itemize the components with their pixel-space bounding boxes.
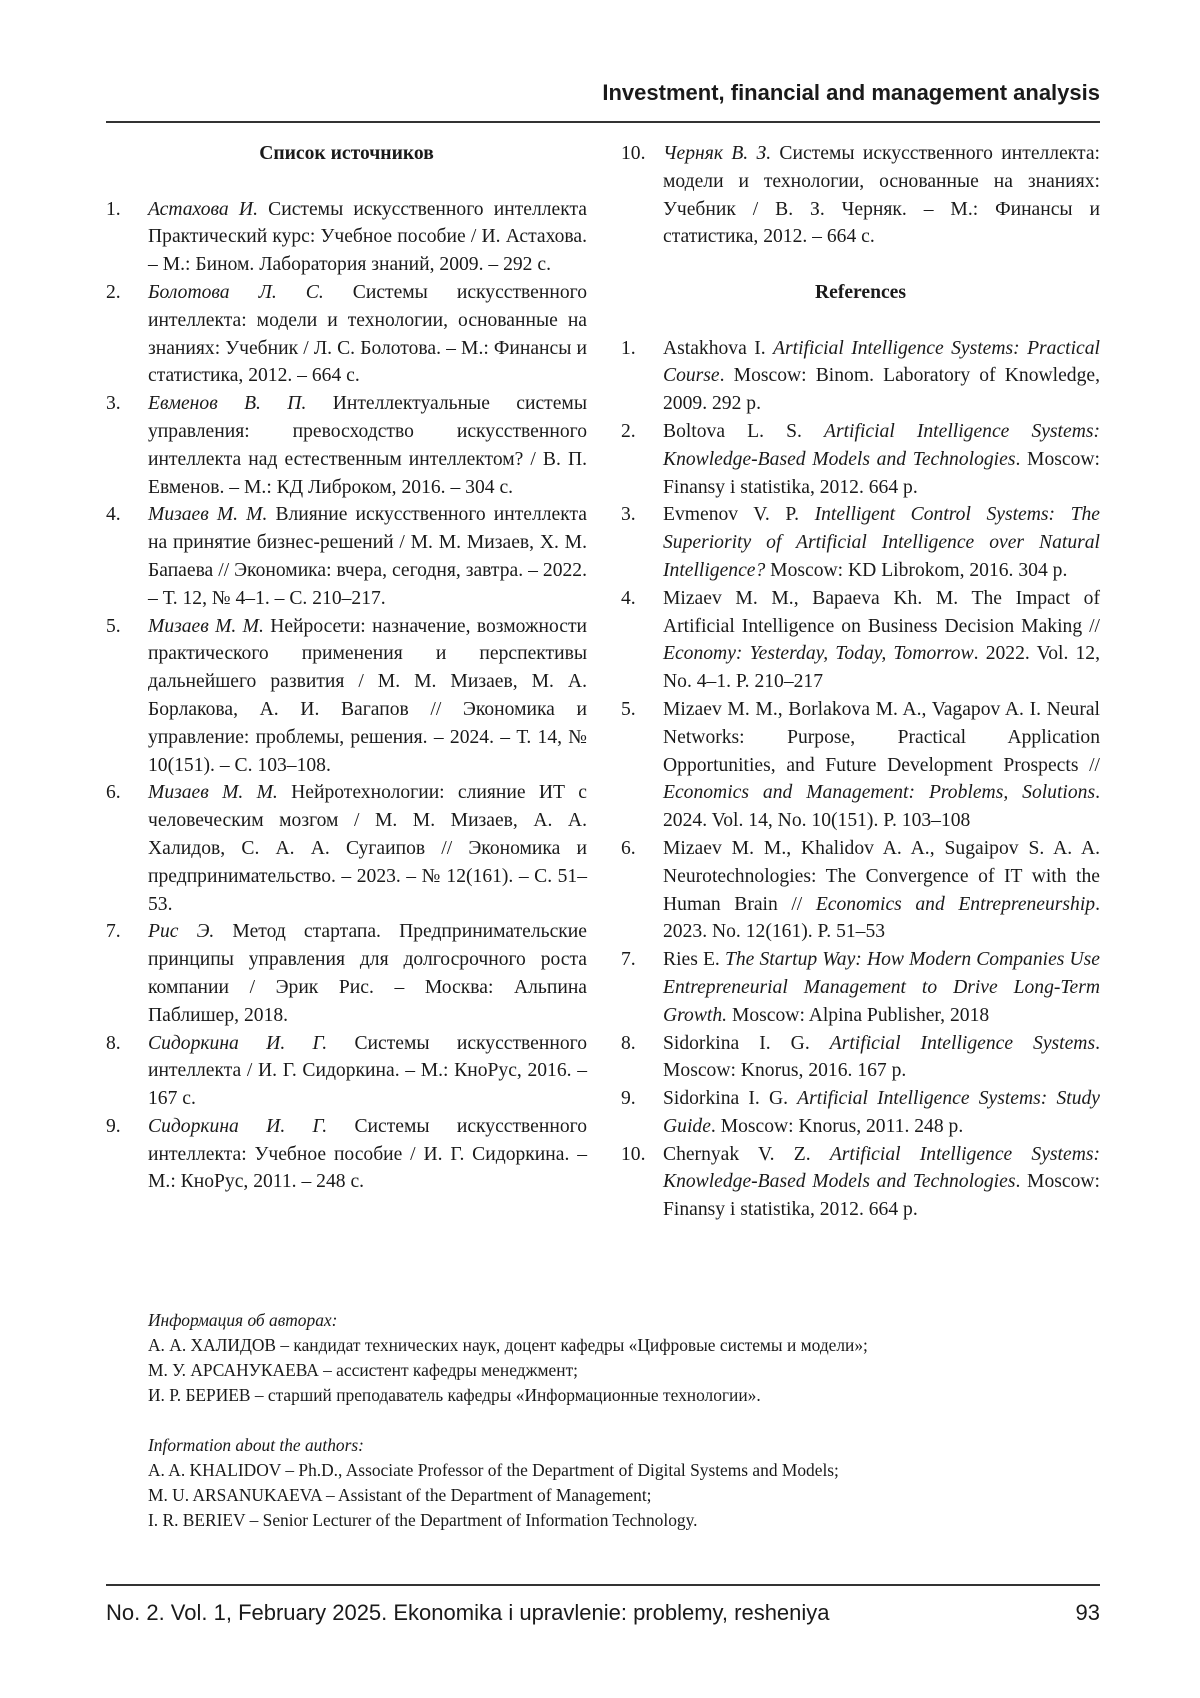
references-list <box>621 335 1100 1225</box>
item-title-italic: Сидоркина И. Г. <box>148 1032 328 1054</box>
item-number: 6. <box>106 782 121 804</box>
item-text: Astakhova I. <box>663 337 774 359</box>
item-title-italic: Economics and Entrepreneurship <box>815 893 1096 915</box>
item-text: Системы искусственного интеллекта: модели и технологии, основанные на знаниях: Учебник / Л. С. Болотова. – М.: Финансы и статистика, 2012. – 664 с. <box>148 281 587 387</box>
item-text: Boltova L. S. <box>663 420 825 442</box>
item-title-italic: Artificial Intelligence Systems: Knowledge-Based Models and Technologies <box>663 1143 1100 1193</box>
references-heading: References <box>814 281 907 303</box>
author-line: М. У. АРСАНУКАЕВА – ассистент кафедры менеджмент; <box>148 1360 579 1380</box>
author-info-ru <box>148 1308 868 1408</box>
item-number: 4. <box>621 587 636 609</box>
item-number: 8. <box>621 1032 636 1054</box>
item-text: Интеллектуальные системы управления: превосходство искусственного интеллекта над естественным интеллектом? / В. П. Евменов. – М.: КД Либроком, 2016. – 304 с. <box>148 393 587 498</box>
item-number: 10. <box>621 143 646 164</box>
item-number: 7. <box>621 949 636 971</box>
item-number: 9. <box>621 1088 636 1110</box>
item-title-italic: Artificial Intelligence Systems: Practical Course <box>663 337 1100 387</box>
item-title-italic: Сидоркина И. Г. <box>148 1115 328 1137</box>
item-text: Moscow: KD Librokom, 2016. 304 p. <box>765 559 1068 581</box>
item-title-italic: The Startup Way: How Modern Companies Use Entrepreneurial Management to Drive Long-Term Growth. <box>663 949 1101 1026</box>
reference-item <box>621 585 1100 696</box>
item-title-italic: Рис Э. <box>148 921 215 943</box>
item-number: 8. <box>106 1032 121 1054</box>
item-title-italic: Artificial Intelligence Systems <box>829 1032 1096 1054</box>
item-text: Влияние искусственного интеллекта на принятие бизнес-решений / М. М. Мизаев, Х. М. Бапаева // Экономика: вчера, сегодня, завтра. – 2022. – Т. 12, № 4–1. – С. 210–217. <box>148 504 588 609</box>
item-title-italic: Artificial Intelligence Systems: Knowledge-Based Models and Technologies <box>663 420 1100 470</box>
item-title-italic: Economics and Management: Problems, Solutions <box>663 782 1096 804</box>
sources-column-right <box>621 140 1100 1224</box>
source-item <box>106 779 587 918</box>
item-text: Moscow: Alpina Publisher, 2018 <box>727 1004 990 1026</box>
footer-rule <box>106 1584 1100 1586</box>
source-item <box>106 279 587 390</box>
item-text: Нейротехнологии: слияние ИТ с человеческим мозгом / М. М. Мизаев, А. А. Халидов, С. А. А. Сугаипов // Экономика и предпринимательство. – 2023. – № 12(161). – С. 51–53. <box>148 782 587 915</box>
item-text: Ries E. <box>663 949 725 971</box>
author-line: A. A. KHALIDOV – Ph.D., Associate Professor of the Department of Digital Systems and Models; <box>148 1460 839 1480</box>
item-title-italic: Artificial Intelligence Systems: Study Guide <box>663 1088 1100 1137</box>
sources-list <box>106 196 587 1197</box>
item-text: . 2024. Vol. 14, No. 10(151). P. 103–108 <box>663 782 1100 832</box>
item-text: Sidorkina I. G. <box>663 1032 830 1054</box>
item-text: Системы искусственного интеллекта: модели и технологии, основанные на знаниях: Учебник / В. З. Черняк. – М.: Финансы и статистика, 2012. – 664 с. <box>663 143 1100 248</box>
reference-item <box>621 501 1100 584</box>
item-title-italic: Economy: Yesterday, Today, Tomorrow <box>663 643 974 665</box>
item-text: Системы искусственного интеллекта: Учебное пособие / И. Г. Сидоркина. – М.: КноРус, 2011. – 248 с. <box>148 1115 587 1193</box>
item-title-italic: Мизаев М. М. <box>148 615 264 637</box>
item-text: Sidorkina I. G. <box>663 1088 798 1110</box>
author-info-en-heading: Information about the authors: <box>148 1435 364 1455</box>
item-number: 1. <box>621 337 636 359</box>
reference-item <box>621 1141 1100 1224</box>
item-number: 5. <box>621 698 636 720</box>
item-text: Системы искусственного интеллекта Практический курс: Учебное пособие / И. Астахова. – М.: Бином. Лаборатория знаний, 2009. – 292 с. <box>148 198 587 276</box>
header-rule <box>106 121 1100 123</box>
author-info-en <box>148 1433 868 1533</box>
reference-item <box>621 835 1100 946</box>
item-text: Chernyak V. Z. <box>663 1143 830 1165</box>
reference-item <box>621 335 1100 418</box>
item-title-italic: Евменов В. П. <box>148 393 307 415</box>
item-number: 10. <box>621 1143 646 1165</box>
item-number: 2. <box>106 281 121 303</box>
item-number: 1. <box>106 198 121 220</box>
reference-item <box>621 1085 1100 1141</box>
item-text: Системы искусственного интеллекта / И. Г. Сидоркина. – М.: КноРус, 2016. – 167 с. <box>148 1032 587 1110</box>
item-text: Mizaev M. M., Khalidov A. A., Sugaipov S. A. A. Neurotechnologies: The Convergence of IT with the Human Brain // <box>663 837 1100 915</box>
item-text: . Moscow: Knorus, 2011. 248 p. <box>710 1115 964 1137</box>
item-text: Mizaev M. M., Bapaeva Kh. M. The Impact of Artificial Intelligence on Business Decision Making // <box>663 587 1100 637</box>
item-text: Evmenov V. P. <box>663 504 815 526</box>
item-number: 2. <box>621 420 636 442</box>
reference-item <box>621 696 1100 835</box>
item-text: . 2022. Vol. 12, No. 4–1. P. 210–217 <box>663 643 1100 693</box>
source-item <box>106 196 587 279</box>
footer-citation: No. 2. Vol. 1, February 2025. Ekonomika i upravlenie: problemy, resheniya <box>106 1600 830 1625</box>
item-text: . Moscow: Knorus, 2016. 167 p. <box>663 1032 1100 1082</box>
source-item <box>106 918 587 1029</box>
item-text: . 2023. No. 12(161). P. 51–53 <box>663 893 1100 943</box>
item-text: Mizaev M. M., Borlakova M. A., Vagapov A. I. Neural Networks: Purpose, Practical Application Opportunities, and Future Development Prospects // <box>663 698 1100 776</box>
item-number: 7. <box>106 921 121 943</box>
author-line: I. R. BERIEV – Senior Lecturer of the Department of Information Technology. <box>148 1510 698 1530</box>
source-item <box>106 1113 587 1196</box>
author-line: M. U. ARSANUKAEVA – Assistant of the Department of Management; <box>148 1485 652 1505</box>
item-number: 6. <box>621 837 636 859</box>
source-item <box>106 613 587 780</box>
author-info <box>148 1308 868 1558</box>
source-item <box>106 390 587 501</box>
item-title-italic: Болотова Л. С. <box>148 281 324 303</box>
sources-list-continued <box>621 140 1100 251</box>
item-text: . Moscow: Binom. Laboratory of Knowledge, 2009. 292 p. <box>663 365 1100 415</box>
sources-column-left <box>106 140 587 1196</box>
item-title-italic: Черняк В. З. <box>663 143 772 164</box>
item-title-italic: Мизаев М. М. <box>148 782 278 804</box>
reference-item <box>621 1030 1100 1086</box>
author-line: А. А. ХАЛИДОВ – кандидат технических наук, доцент кафедры «Цифровые системы и модели»; <box>148 1335 868 1355</box>
source-item <box>106 1030 587 1113</box>
page-number: 93 <box>1075 1600 1100 1625</box>
item-text: Метод стартапа. Предпринимательские принципы управления для долгосрочного роста компании / Эрик Рис. – Москва: Альпина Паблишер, 2018. <box>148 921 587 1026</box>
item-title-italic: Intelligent Control Systems: The Superiority of Artificial Intelligence over Natural Intelligence? <box>663 504 1100 581</box>
item-title-italic: Мизаев М. М. <box>148 504 268 526</box>
footer <box>106 1600 1100 1626</box>
sources-heading: Список источников <box>259 143 434 164</box>
item-number: 5. <box>106 615 121 637</box>
item-number: 3. <box>106 393 121 415</box>
item-text: . Moscow: Finansy i statistika, 2012. 664 p. <box>663 448 1100 498</box>
item-text: Нейросети: назначение, возможности практического применения и перспективы дальнейшего развития / М. М. Мизаев, М. А. Борлакова, А. И. Вагапов // Экономика и управление: проблемы, решения. – 2024. – Т. 14, № 10(151). – С. 103–108. <box>148 615 587 776</box>
item-text: . Moscow: Finansy i statistika, 2012. 664 p. <box>663 1171 1100 1221</box>
running-header: Investment, financial and management analysis <box>602 80 1100 105</box>
author-line: И. Р. БЕРИЕВ – старший преподаватель кафедры «Информационные технологии». <box>148 1385 761 1405</box>
source-item <box>621 140 1100 251</box>
reference-item <box>621 946 1100 1029</box>
item-number: 4. <box>106 504 121 526</box>
item-number: 3. <box>621 504 636 526</box>
author-info-ru-heading: Информация об авторах: <box>148 1310 338 1330</box>
item-number: 9. <box>106 1115 121 1137</box>
reference-item <box>621 418 1100 501</box>
item-title-italic: Астахова И. <box>148 198 258 220</box>
source-item <box>106 501 587 612</box>
